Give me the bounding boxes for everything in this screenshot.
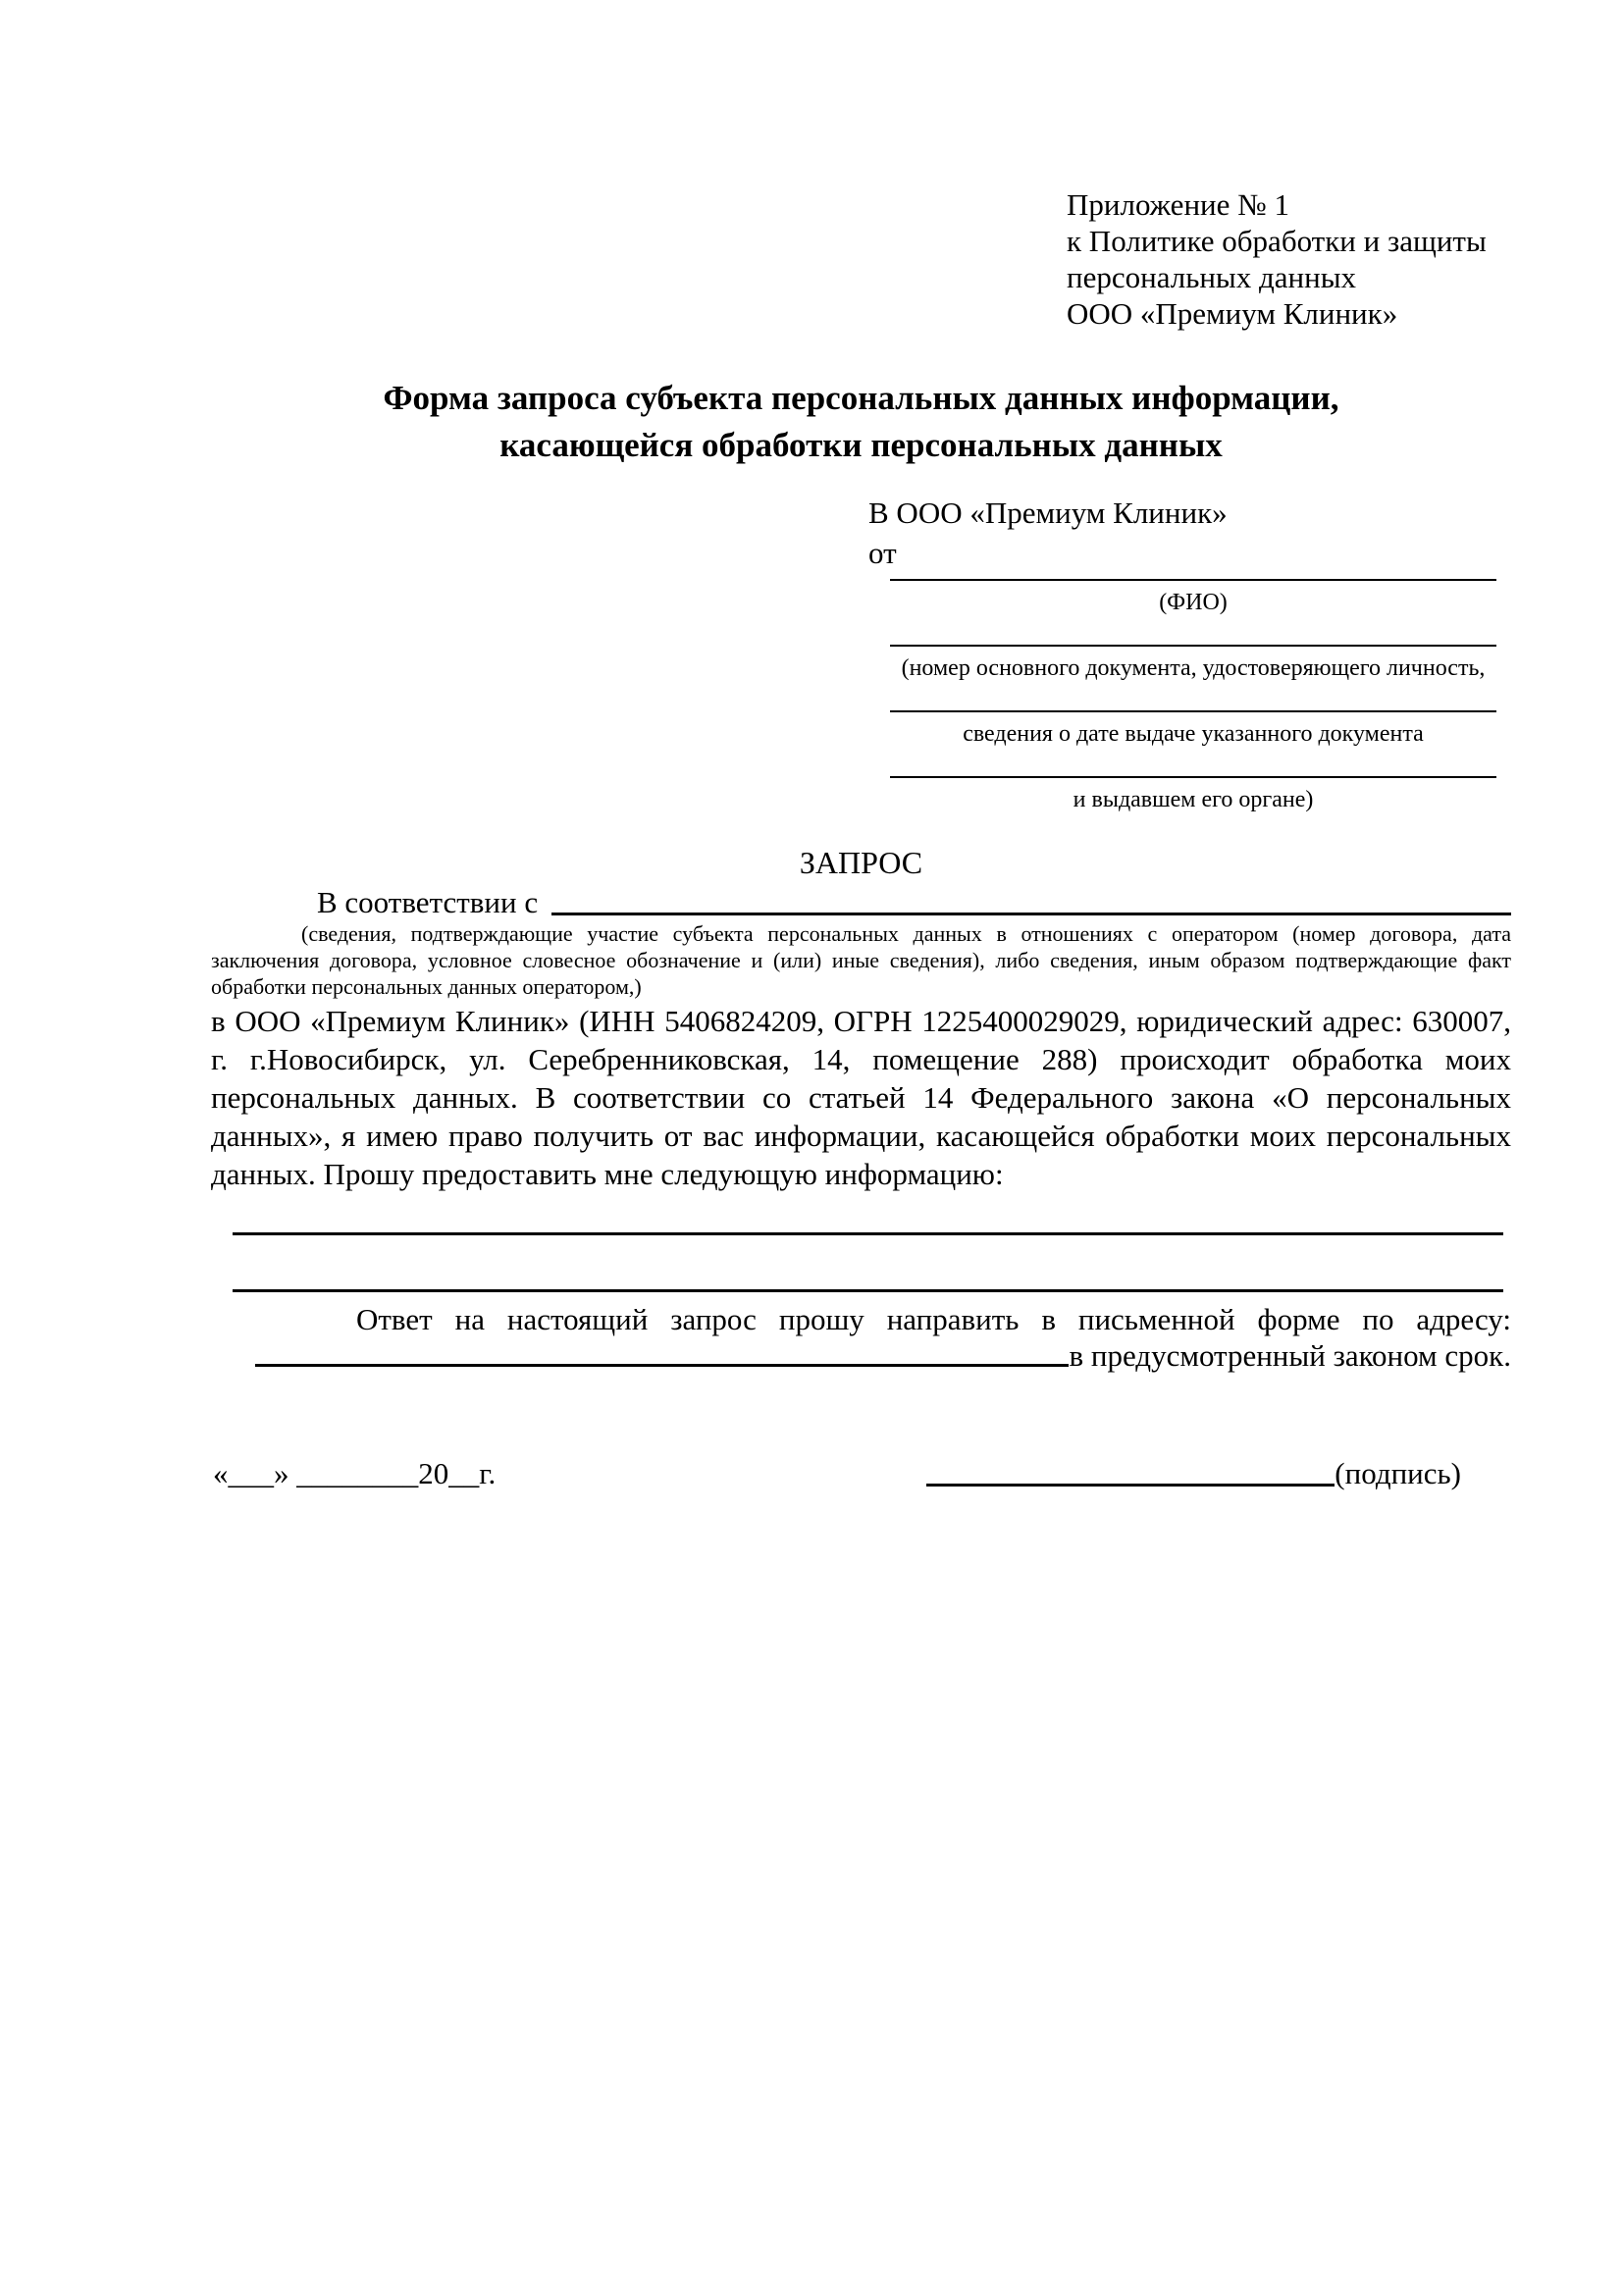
addressee-block <box>868 491 1511 571</box>
issue-authority-field <box>890 776 1496 814</box>
issue-authority-label: и выдавшем его органе) <box>1073 787 1314 812</box>
signature-block <box>926 1454 1461 1493</box>
appendix-line: ООО «Премиум Клиник» <box>1067 296 1398 331</box>
date-signature-row <box>211 1454 1461 1493</box>
accordance-text: В соответствии с <box>317 885 539 919</box>
info-blank-line-1 <box>233 1232 1503 1235</box>
appendix-line: Приложение № 1 <box>1067 187 1289 222</box>
form-title <box>211 375 1511 469</box>
addressee-to: В ООО «Премиум Клиник» <box>868 496 1228 530</box>
issue-date-field <box>890 710 1496 749</box>
reply-deadline-text: в предусмотренный законом срок. <box>1069 1338 1511 1373</box>
info-blank-line-2 <box>233 1289 1503 1292</box>
accordance-blank-line <box>551 885 1511 915</box>
form-title-line: Форма запроса субъекта персональных данных информации, <box>383 379 1339 417</box>
appendix-line: персональных данных <box>1067 260 1357 294</box>
reply-address-row <box>211 1338 1511 1374</box>
form-title-line: касающейся обработки персональных данных <box>499 426 1223 464</box>
fio-label: (ФИО) <box>1159 590 1228 615</box>
signature-blank-line <box>926 1484 1335 1487</box>
signature-label: (подпись) <box>1335 1456 1461 1490</box>
doc-number-label: (номер основного документа, удостоверяющего личность, <box>901 655 1486 681</box>
issue-date-label: сведения о дате выдаче указанного документа <box>963 721 1424 747</box>
doc-number-field <box>890 645 1496 683</box>
request-body-text: в ООО «Премиум Клиник» (ИНН 5406824209, ОГРН 1225400029029, юридический адрес: 630007, г. г.Новосибирск, ул. Серебренниковская, 14, помещение 288) происходит обработка моих персональных данных. В соответствии со статьей 14 Федерального закона «О персональных данных», я имею право получить от вас информации, касающейся обработки моих персональных данных. Прошу предоставить мне следующую информацию: <box>211 1004 1511 1191</box>
accordance-row <box>211 885 1511 920</box>
request-heading: ЗАПРОС <box>799 845 923 880</box>
footnote-text: (сведения, подтверждающие участие субъекта персональных данных в отношениях с оператором (номер договора, дата заключения договора, условное словесное обозначение и (или) иные сведения), либо сведения, иным образом подтверждающие факт обработки персональных данных оператором,) <box>211 921 1511 999</box>
reply-address-text: Ответ на настоящий запрос прошу направить в письменной форме по адресу: <box>356 1302 1511 1336</box>
appendix-line: к Политике обработки и защиты <box>1067 224 1487 258</box>
date-blank-text: «___» ________20__г. <box>213 1456 497 1490</box>
addressee-from-label: от <box>868 536 897 570</box>
appendix-block <box>1067 186 1511 332</box>
address-blank-line <box>255 1364 1069 1367</box>
fio-field <box>890 579 1496 617</box>
addressee-fields <box>890 579 1496 814</box>
